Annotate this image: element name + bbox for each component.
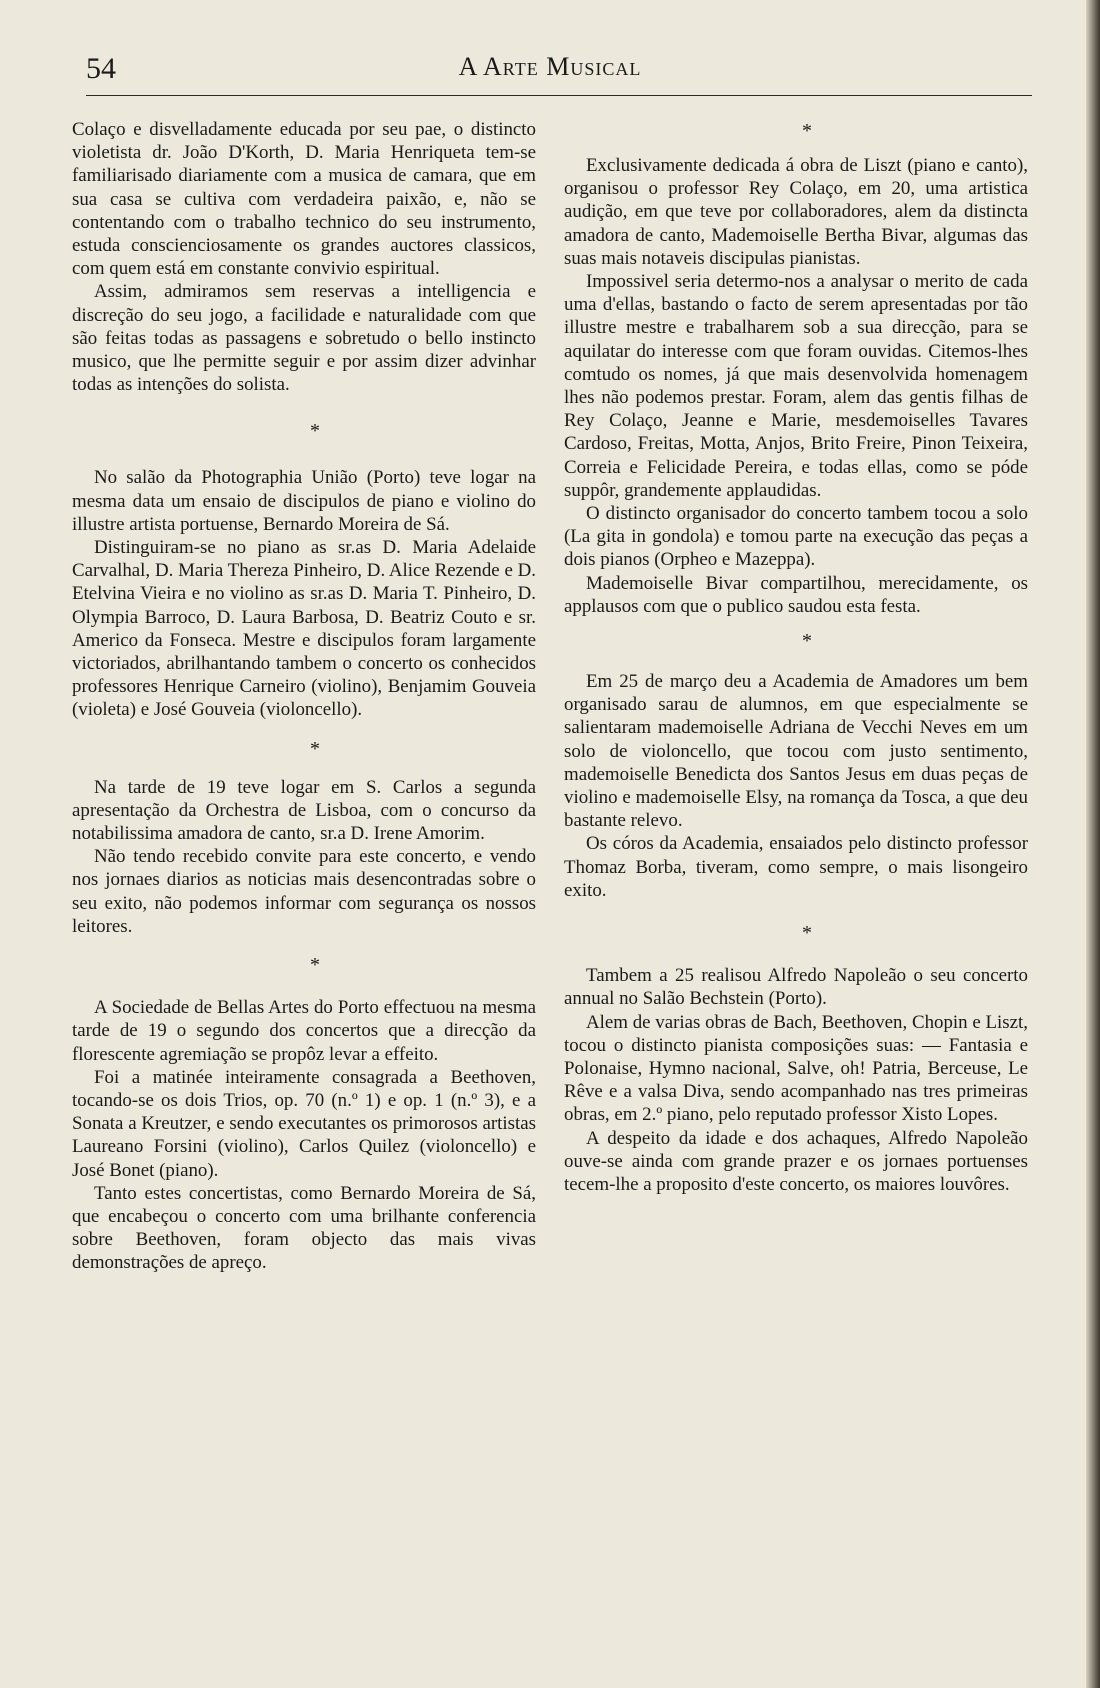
paragraph: Na tarde de 19 teve logar em S. Carlos a segunda apresentação da Orchestra de Lisboa, com o concurso da notabilissima amadora de canto, sr.a D. Irene Amorim.: [72, 776, 536, 845]
paragraph: Não tendo recebido convite para este concerto, e vendo nos jornaes diarios as noticias mais desencontradas sobre o seu exito, não podemos informar com segurança os nossos leitores.: [72, 846, 536, 937]
page-number: 54: [86, 52, 116, 85]
section-divider-star: *: [310, 420, 320, 443]
left-column: [72, 118, 536, 1275]
paragraph: A despeito da idade e dos achaques, Alfredo Napoleão ouve-se ainda com grande prazer e os jornaes portuenses tecem-lhe a proposito d'este concerto, os maiores louvôres.: [564, 1127, 1028, 1195]
header-rule: [86, 95, 1032, 96]
running-head: A Arte Musical: [458, 52, 642, 81]
paragraph: Mademoiselle Bivar compartilhou, merecidamente, os applausos com que o publico saudou esta festa.: [564, 572, 1028, 617]
section-divider-star: *: [802, 922, 812, 945]
paragraph: Alem de varias obras de Bach, Beethoven, Chopin e Liszt, tocou o distincto pianista composições suas: — Fantasia e Polonaise, Hymno nacional, Salve, oh! Patria, Berceuse, Le Rêve e a valsa Diva, sendo acompanhado nas tres primeiras obras, em 2.º piano, pelo reputado professor Xisto Lopes.: [564, 1011, 1028, 1126]
paragraph: Tanto estes concertistas, como Bernardo Moreira de Sá, que encabeçou o concerto com uma brilhante conferencia sobre Beethoven, foram objecto das mais vivas demonstrações de apreço.: [72, 1182, 536, 1274]
paragraph: Tambem a 25 realisou Alfredo Napoleão o seu concerto annual no Salão Bechstein (Porto).: [564, 965, 1028, 1010]
paragraph: Colaço e disvelladamente educada por seu pae, o distincto violetista dr. João D'Korth, D. Maria Henriqueta tem-se familiarisado diariamente com a musica de camara, que em sua casa se cultiva com verdadeira paixão, e, não se contentando com o trabalho technico do seu instrumento, estuda conscienciosamente os grandes auctores classicos, com quem está em constante convivio espiritual.: [72, 119, 536, 280]
paragraph: A Sociedade de Bellas Artes do Porto effectuou na mesma tarde de 19 o segundo dos concertos que a direcção da florescente agremiação se propôz levar a effeito.: [72, 997, 536, 1065]
paragraph: Os córos da Academia, ensaiados pelo distincto professor Thomaz Borba, tiveram, como sempre, o mais lisongeiro exito.: [564, 833, 1028, 901]
paragraph: Foi a matinée inteiramente consagrada a Beethoven, tocando-se os dois Trios, op. 70 (n.º 1) e op. 1 (n.º 3), e a Sonata a Kreutzer, e sendo executantes os primorosos artistas Laureano Forsini (violino), Carlos Quilez (violoncello) e José Bonet (piano).: [72, 1066, 536, 1181]
section-divider-star: *: [802, 120, 812, 142]
section-divider-star: *: [310, 737, 320, 760]
section-divider-star: *: [802, 630, 812, 653]
paragraph: Em 25 de março deu a Academia de Amadores um bem organisado sarau de alumnos, em que especialmente se salientaram mademoiselle Adriana de Vecchi Neves em um solo de violoncello, que tocou com justo sentimento, mademoiselle Benedicta dos Santos Jesus em duas peças de violino e mademoiselle Elsy, na romança da Tosca, a que deu bastante relevo.: [564, 671, 1028, 832]
paragraph: Impossivel seria determo-nos a analysar o merito de cada uma d'ellas, bastando o facto de serem apresentadas por tão illustre mestre e trabalharem sob a sua direcção, para se aquilatar do interesse com que foram ouvidas. Citemos-lhes comtudo os nomes, já que mais desenvolvida homenagem lhes não podemos prestar. Foram, alem das gentis filhas de Rey Colaço, Jeanne e Marie, mesdemoiselles Tavares Cardoso, Freitas, Motta, Anjos, Brito Freire, Pinon Teixeira, Correia e Felicidade Pereira, e todas ellas, como se póde suppôr, grandemente applaudidas.: [564, 271, 1028, 501]
section-divider-star: *: [310, 954, 320, 977]
right-column: [564, 118, 1028, 1196]
paragraph: No salão da Photographia União (Porto) teve logar na mesma data um ensaio de discipulos de piano e violino do illustre artista portuense, Bernardo Moreira de Sá.: [72, 467, 536, 535]
paragraph: Distinguiram-se no piano as sr.as D. Maria Adelaide Carvalhal, D. Maria Thereza Pinheiro, D. Alice Rezende e D. Etelvina Vieira e no violino as sr.as D. Maria T. Pinheiro, D. Olympia Barroco, D. Laura Barbosa, D. Beatriz Couto e sr. Americo da Fonseca. Mestre e discipulos foram largamente victoriados, abrilhantando tambem o concerto os conhecidos professores Henrique Carneiro (violino), Benjamim Gouveia (violeta) e José Gouveia (violoncello).: [72, 537, 536, 721]
paragraph: Assim, admiramos sem reservas a intelligencia e discreção do seu jogo, a facilidade e naturalidade com que são feitas todas as passagens e sobretudo o bello instincto musico, que lhe permitte seguir e por assim dizer advinhar todas as intenções do solista.: [72, 281, 536, 396]
page-edge-shadow: [1086, 0, 1100, 1688]
paragraph: O distincto organisador do concerto tambem tocou a solo (La gita in gondola) e tomou parte na execução das peças a dois pianos (Orpheo e Mazeppa).: [564, 503, 1028, 571]
paragraph: Exclusivamente dedicada á obra de Liszt (piano e canto), organisou o professor Rey Colaço, em 20, uma artistica audição, em que teve por collaboradores, alem da distincta amadora de canto, Mademoiselle Bertha Bivar, algumas das suas mais notaveis discipulas pianistas.: [564, 155, 1028, 269]
